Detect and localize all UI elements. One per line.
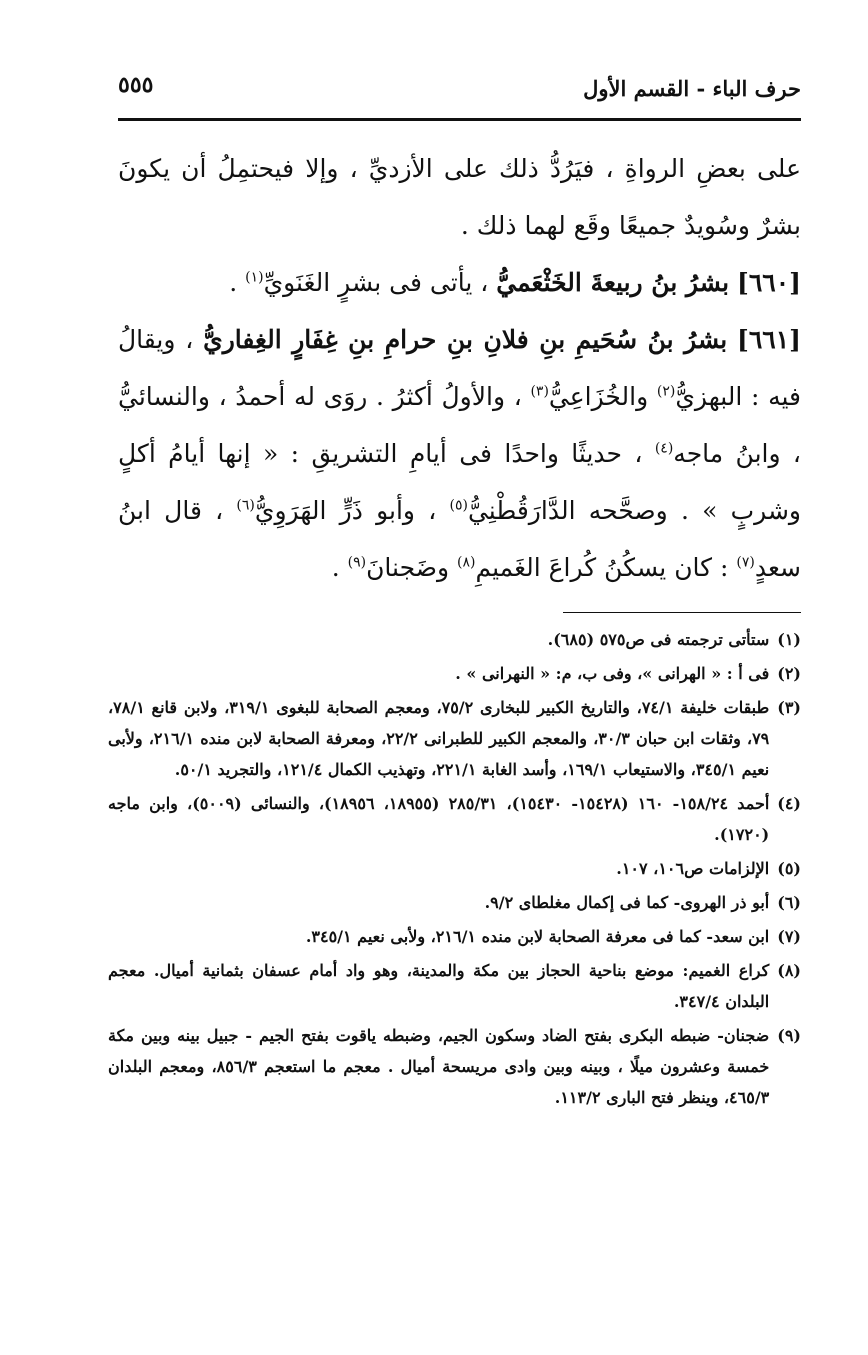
entry-text: ، يأتى فى بشرٍ الغَنَويِّ [263,268,489,297]
entry-number: [٦٦٠] [737,268,801,297]
footnote [108,955,801,1017]
footnote-text: ضجنان- ضبطه البكرى بفتح الضاد وسكون الجيم، وضبطه ياقوت بفتح الجيم - جبيل بينه وبين مكة خمسة وعشرون ميلًا ، وبينه وبين وادى مريسحة أميال . معجم ما استعجم ٨٥٦/٣، ومعجم البلدان ٤٦٥/٣، وينظر فتح البارى ١١٣/٢. [108,1026,770,1107]
footnote-ref[interactable]: (٧) [736,554,755,571]
entry-text: . [229,268,246,297]
entry-text: ، قال ابنُ سعدٍ [118,496,801,582]
footnote-number: (٣) [777,698,801,717]
footnote-number: (٧) [777,927,801,946]
footnote-ref[interactable]: (٩) [347,554,367,571]
footnote-text: طبقات خليفة ٧٤/١، والتاريخ الكبير للبخارى ٧٥/٢، ومعجم الصحابة للبغوى ٣١٩/١، ولابن قانع ٧٨/١، ٧٩، وثقات ابن حبان ٣٠/٣، والمعجم الكبير للطبرانى ٢٢/٢، ومعرفة الصحابة لابن منده ٢١٦/١، ولأبى نعيم ٣٤٥/١، والاستيعاب ١٦٩/١، وأسد الغابة ٢٢١/١، وتهذيب الكمال ١٢١/٤، والتجريد ٥٠/١. [108,698,770,779]
entry-661 [118,311,801,596]
entry-number: [٦٦١] [737,325,801,354]
page-header [118,68,801,108]
footnote-text: كراع الغميم: موضع بناحية الحجاز بين مكة والمدينة، وهو واد أمام عسفان بثمانية أميال. معجم البلدان ٣٤٧/٤. [108,961,770,1011]
footnote-ref[interactable]: (٦) [236,497,255,514]
footnote [108,788,801,850]
footnote [108,887,801,918]
footnote-number: (٦) [777,893,801,912]
entry-text: ، والأولُ أكثرُ . روَى له أحمدُ ، والنسائيُّ ، وابنُ ماجه [118,382,801,468]
footnote-number: (٩) [777,1026,801,1045]
footnote-text: أبو ذر الهروى- كما فى إكمال مغلطاى ٩/٢. [484,893,770,912]
header-rule [118,118,801,121]
footnote [108,921,801,952]
entry-name: بشرُ بنُ سُحَيمِ بنِ فلانِ بنِ حرامِ بنِ غِفَارٍ الغِفاريُّ [203,325,728,354]
continuation-paragraph: على بعضِ الرواةِ ، فيَرُدُّ ذلك على الأزديِّ ، وإلا فيحتمِلُ أن يكونَ بشرٌ وسُويدٌ جميعًا وقَع لهما ذلك . [118,154,801,240]
footnote-ref[interactable]: (٨) [456,554,476,571]
footnote-text: فى أ : « الهرانى »، وفى ب، م: « النهرانى » . [455,664,770,683]
footnote-number: (١) [777,630,801,649]
entry-name: بشرُ بنُ ربيعةَ الخَثْعَميُّ [496,268,730,297]
entry-text: وضَجنانَ [366,553,457,582]
entry-text: والخُزَاعِيُّ [548,382,657,411]
entry-text: : كان يسكُنُ كُراعَ الغَميمِ [475,553,737,582]
footnote [108,624,801,655]
entry-text: ، وأبو ذَرٍّ الهَرَوِيُّ [254,496,450,525]
entry-660 [118,254,801,311]
entry-text: . [331,553,348,582]
footnote-number: (٢) [777,664,801,683]
entry-text: ، ويقالُ فيه : البهزيُّ [118,325,801,411]
footnotes [108,624,801,1116]
footnote-text: ستأتى ترجمته فى ص٥٧٥ (٦٨٥). [547,630,770,649]
running-title: حرف الباء - القسم الأول [583,76,801,101]
footnote [108,692,801,785]
footnote-ref[interactable]: (٥) [449,497,468,514]
footnote-number: (٥) [777,859,801,878]
footnote-number: (٨) [777,961,801,980]
page-number: ٥٥٥ [118,72,154,98]
main-text [118,140,801,596]
footnote-ref[interactable]: (٣) [530,383,549,400]
footnote-ref[interactable]: (٢) [656,383,676,400]
footnote-separator [563,612,801,613]
footnote [108,1020,801,1113]
footnote-ref[interactable]: (١) [245,269,264,286]
footnote-text: الإلزامات ص١٠٦، ١٠٧. [616,859,770,878]
footnote-text: ابن سعد- كما فى معرفة الصحابة لابن منده ٢١٦/١، ولأبى نعيم ٣٤٥/١. [305,927,770,946]
footnote [108,658,801,689]
footnote-text: أحمد ١٥٨/٢٤- ١٦٠ (١٥٤٢٨- ١٥٤٣٠)، ٢٨٥/٣١ (١٨٩٥٥، ١٨٩٥٦)، والنسائى (٥٠٠٩)، وابن ماجه (١٧٢٠). [108,794,770,844]
entry-text: ، حديثًا واحدًا فى أيامِ التشريقِ : « إنها أيامُ أكلٍ وشربٍ » . وصحَّحه الدَّارَقُطْنِيُّ [118,439,801,525]
footnote-number: (٤) [777,794,801,813]
footnote [108,853,801,884]
footnote-ref[interactable]: (٤) [654,440,674,457]
